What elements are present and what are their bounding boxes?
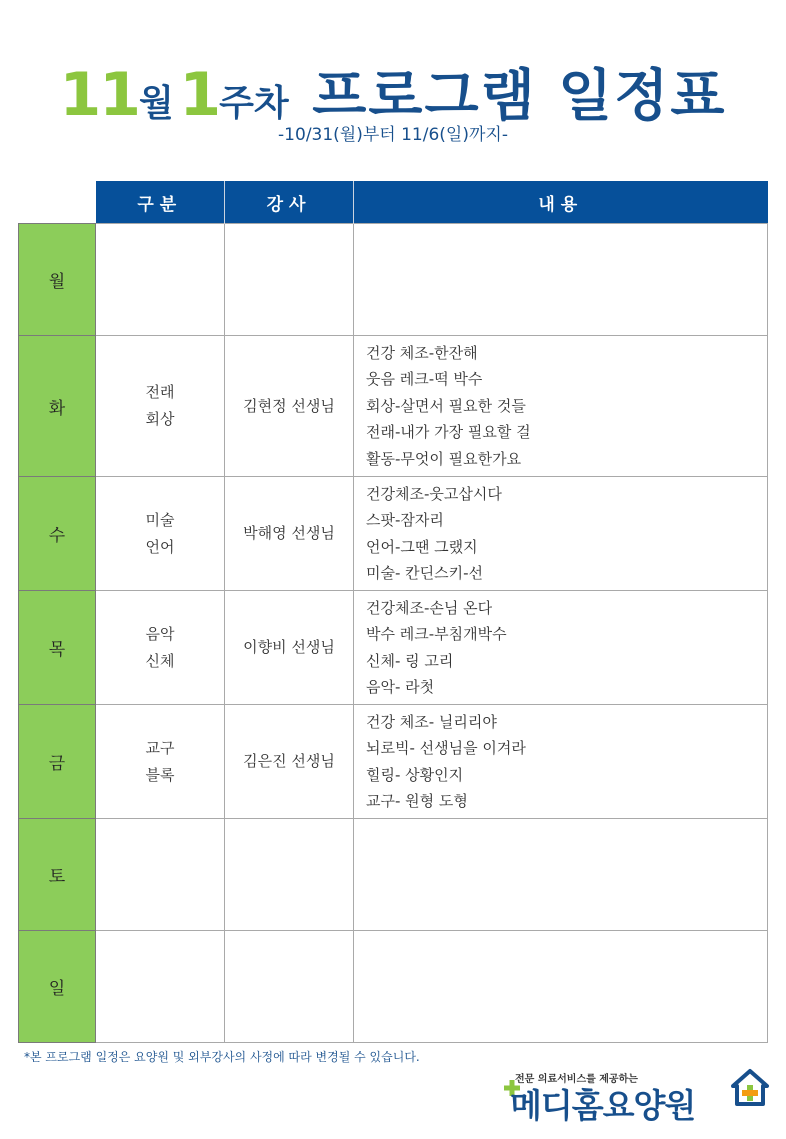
table-row	[19, 336, 768, 477]
table-row	[19, 705, 768, 819]
category-line: 전래	[145, 383, 175, 401]
table-row	[19, 224, 768, 336]
content-line: 음악- 라첫	[366, 678, 435, 696]
footnote: *본 프로그램 일정은 요양원 및 외부강사의 사정에 따라 변경될 수 있습니다.	[24, 1050, 420, 1064]
instructor-cell	[225, 819, 354, 931]
column-header-instructor: 강사	[225, 181, 354, 224]
instructor-cell: 이향비 선생님	[225, 591, 354, 705]
week-unit: 주차	[219, 83, 289, 124]
table-row	[19, 477, 768, 591]
content-cell	[354, 477, 768, 591]
category-line: 미술	[145, 510, 175, 529]
content-line: 활동-무엇이 필요한가요	[366, 449, 522, 468]
table-row	[19, 931, 768, 1043]
category-line: 음악	[145, 624, 175, 643]
category-cell	[96, 224, 225, 336]
day-cell: 화	[19, 336, 96, 477]
content-cell	[354, 224, 768, 336]
category-cell	[96, 591, 225, 705]
content-line: 스팟-잠자리	[366, 511, 444, 529]
category-cell	[96, 931, 225, 1043]
month-number: 11	[59, 60, 140, 130]
content-cell	[354, 591, 768, 705]
content-line: 교구- 원형 도형	[366, 792, 468, 810]
category-line: 블록	[145, 765, 175, 784]
column-header-content: 내용	[354, 181, 768, 224]
instructor-cell	[225, 931, 354, 1043]
table-row	[19, 591, 768, 705]
day-cell: 금	[19, 705, 96, 819]
instructor-cell: 김은진 선생님	[225, 705, 354, 819]
content-cell	[354, 819, 768, 931]
instructor-cell: 박해영 선생님	[225, 477, 354, 591]
category-line: 언어	[145, 537, 175, 556]
content-line: 전래-내가 가장 필요할 걸	[366, 423, 531, 442]
date-range-subtitle: -10/31(월)부터 11/6(일)까지-	[278, 125, 508, 145]
content-line: 신체- 링 고리	[366, 651, 454, 670]
schedule-table	[18, 181, 768, 1043]
category-line: 회상	[145, 410, 175, 428]
month-unit: 월	[139, 83, 174, 124]
content-line: 뇌로빅- 선생님을 이겨라	[366, 739, 526, 757]
content-line: 웃음 레크-떡 박수	[366, 370, 483, 389]
content-line: 힐링- 상황인지	[366, 765, 464, 784]
content-cell	[354, 336, 768, 477]
content-line: 건강 체조-한잔해	[366, 343, 478, 362]
column-header-category: 구분	[96, 181, 225, 224]
category-line: 신체	[145, 651, 175, 670]
content-line: 건강 체조- 닐리리야	[366, 712, 497, 731]
main-title: 프로그램 일정표	[312, 64, 727, 129]
instructor-cell: 김현정 선생님	[225, 336, 354, 477]
content-line: 건강체조-웃고삽시다	[366, 484, 502, 503]
content-line: 건강체조-손님 온다	[366, 598, 493, 617]
category-cell	[96, 705, 225, 819]
table-header-row	[19, 181, 768, 224]
content-line: 미술- 칸딘스키-선	[366, 564, 484, 582]
day-cell: 수	[19, 477, 96, 591]
logo-tagline: 전문 의료서비스를 제공하는	[515, 1074, 638, 1085]
week-number: 1	[179, 60, 220, 130]
content-cell	[354, 705, 768, 819]
logo-name: 메디홈요양원	[510, 1086, 696, 1125]
day-cell: 목	[19, 591, 96, 705]
category-cell	[96, 477, 225, 591]
house-cross-icon	[730, 1068, 770, 1108]
content-line: 회상-살면서 필요한 것들	[366, 396, 526, 415]
content-cell	[354, 931, 768, 1043]
header-corner	[19, 181, 96, 224]
content-line: 언어-그땐 그랬지	[366, 537, 478, 556]
table-row	[19, 819, 768, 931]
category-cell	[96, 819, 225, 931]
instructor-cell	[225, 224, 354, 336]
schedule-body	[19, 224, 768, 1043]
day-cell: 토	[19, 819, 96, 931]
day-cell: 일	[19, 931, 96, 1043]
category-cell	[96, 336, 225, 477]
category-line: 교구	[145, 738, 175, 757]
day-cell: 월	[19, 224, 96, 336]
content-line: 박수 레크-부침개박수	[366, 625, 507, 643]
